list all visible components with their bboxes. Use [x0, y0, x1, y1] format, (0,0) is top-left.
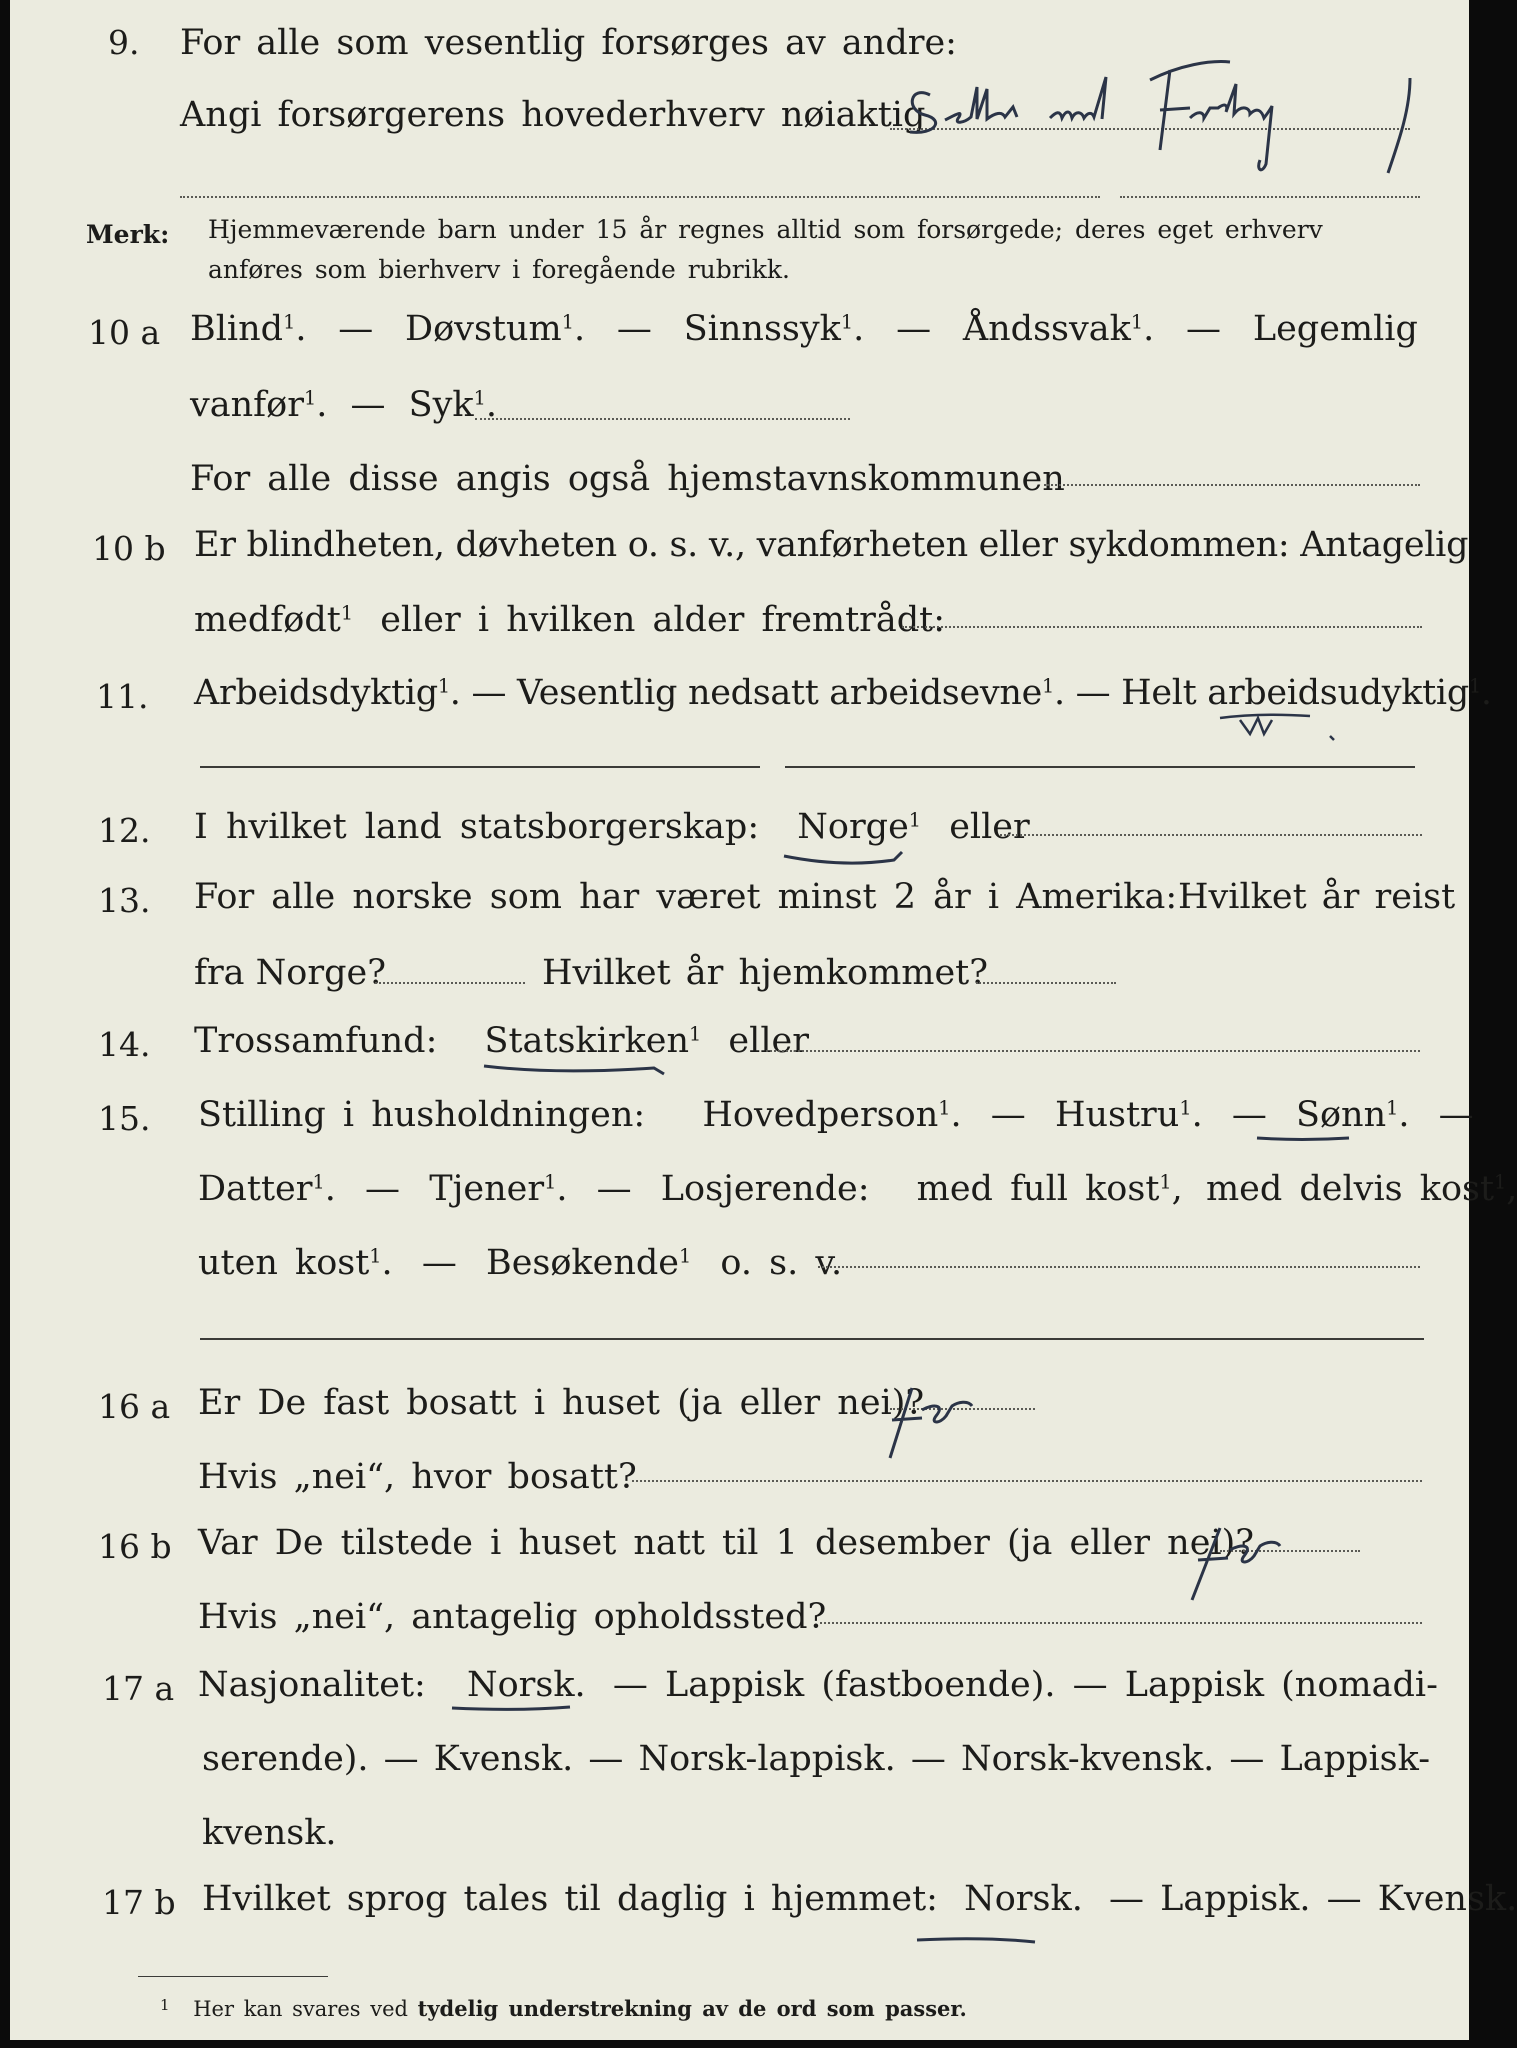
q9-line1: For alle som vesentlig forsørges av andre: — [180, 23, 957, 63]
question-number-15: 15. — [98, 1099, 151, 1138]
option-hustru: Hustru — [1054, 1095, 1180, 1135]
option-statskirken: Statskirken — [484, 1021, 690, 1061]
footnote-rule — [138, 1976, 328, 1977]
question-number-16b: 16 b — [98, 1527, 172, 1566]
q10b-line1: Er blindheten, døvheten o. s. v., vanførheten eller sykdommen: Antagelig — [194, 525, 1469, 565]
q9-handwritten-stroke — [1370, 68, 1430, 178]
option-andssvak: Åndssvak — [962, 309, 1131, 349]
q16a-line2: Hvis „nei“, hvor bosatt? — [198, 1457, 637, 1497]
question-number-16a: 16 a — [98, 1387, 171, 1426]
option-losjerende: Losjerende: — [660, 1169, 870, 1209]
question-number-9: 9. — [108, 23, 140, 62]
option-syk: Syk — [408, 385, 474, 425]
option-sonn: Sønn — [1295, 1095, 1387, 1135]
q15-rule — [200, 1338, 1424, 1340]
q15-line1: Stilling i husholdningen: Hovedperson$^1$. — Hustru$^1$. — Sønn$^1$. — — [198, 1095, 1474, 1135]
census-form-page — [10, 0, 1517, 2040]
q11-rule-right — [785, 766, 1415, 768]
q10a-line2: vanfør$^1$. — Syk$^1$. — [190, 385, 497, 425]
q14-underline-statskirken — [480, 1054, 670, 1080]
q11-rule-left — [200, 766, 760, 768]
footnote-mark: 1 — [160, 1996, 170, 2014]
option-norsk-sprog: Norsk. — [964, 1879, 1083, 1919]
q15-line3: uten kost$^1$. — Besøkende$^1$ o. s. v. — [198, 1243, 843, 1283]
q15-line2: Datter$^1$. — Tjener$^1$. — Losjerende: med full kost$^1$, med delvis kost$^1$, — [198, 1169, 1517, 1209]
option-medfodt: medfødt — [194, 600, 341, 640]
q9-continuation-line-2 — [1120, 196, 1420, 198]
q16b-opholdssted-line — [820, 1622, 1422, 1624]
option-dovstum: Døvstum — [405, 309, 562, 349]
option-norsk: Norsk. — [466, 1665, 586, 1705]
q12-answer-line — [1000, 834, 1422, 836]
option-besokende: Besøkende — [485, 1243, 680, 1283]
q11-handwritten-mark — [1210, 706, 1360, 746]
option-sinnssyk: Sinnssyk — [683, 309, 841, 349]
option-arbeidsdyktig: Arbeidsdyktig — [194, 673, 438, 713]
q14-answer-line — [766, 1050, 1420, 1052]
question-number-14: 14. — [98, 1025, 151, 1064]
q10a-syk-line — [475, 418, 850, 420]
q17b-underline-norsk — [915, 1932, 1045, 1948]
question-number-17b: 17 b — [102, 1883, 176, 1922]
merk-line2: anføres som bierhverv i foregående rubrikk. — [208, 255, 790, 284]
question-number-17a: 17 a — [102, 1669, 175, 1708]
footnote: $^1$ Her kan svares ved tydelig understrekning av de ord som passer. — [160, 1996, 967, 2021]
q10a-hjemstavn-line — [1044, 484, 1420, 486]
q13-reist-line — [375, 982, 525, 984]
q16a-bosatt-line — [632, 1480, 1422, 1482]
merk-label: Merk: — [86, 220, 170, 249]
question-number-12: 12. — [98, 811, 151, 850]
q15-answer-line — [818, 1266, 1420, 1268]
q10a-line1: Blind$^1$. — Døvstum$^1$. — Sinnssyk$^1$. — Åndssvak$^1$. — Legemlig — [190, 309, 1418, 349]
q10b-line2: medfødt$^1$ eller i hvilken alder fremtrådt: — [194, 600, 946, 640]
q13-hjemkommet-line — [976, 982, 1116, 984]
q12-line: I hvilket land statsborgerskap: Norge$^1$ eller — [194, 807, 1030, 847]
question-number-13: 13. — [98, 881, 151, 920]
q10a-line3: For alle disse angis også hjemstavnskommunen — [190, 459, 1065, 499]
q16a-handwritten-answer — [872, 1380, 1022, 1470]
q17a-line1: Nasjonalitet: Norsk. — Lappisk (fastboende). — Lappisk (nomadi- — [198, 1665, 1438, 1705]
q15-underline-sonn — [1255, 1130, 1355, 1146]
q16b-line1: Var De tilstede i huset natt til 1 desember (ja eller nei)? — [198, 1523, 1255, 1563]
option-blind: Blind — [190, 309, 284, 349]
q17a-line3: kvensk. — [202, 1813, 337, 1853]
option-vanfor: vanfør — [190, 385, 304, 425]
q17b-line: Hvilket sprog tales til daglig i hjemmet: Norsk. — Lappisk. — Kvensk. — [202, 1879, 1517, 1919]
q14-line: Trossamfund: Statskirken$^1$ eller — [194, 1021, 809, 1061]
option-norge: Norge — [797, 807, 909, 847]
q9-handwritten-answer — [890, 40, 1430, 170]
q11-line: Arbeidsdyktig$^1$. — Vesentlig nedsatt arbeidsevne$^1$. — Helt arbeidsudyktig$^1$. — [194, 673, 1492, 713]
q16b-line2: Hvis „nei“, antagelig opholdssted? — [198, 1597, 827, 1637]
q12-underline-norge — [780, 842, 910, 872]
q17a-underline-norsk — [450, 1700, 580, 1716]
option-uten-kost: uten kost — [198, 1243, 370, 1283]
q10b-answer-line — [902, 626, 1422, 628]
q13-line2b: Hvilket år hjemkommet? — [542, 953, 989, 993]
merk-line1: Hjemmeværende barn under 15 år regnes alltid som forsørgede; deres eget erhverv — [208, 215, 1323, 244]
q17a-line2: serende). — Kvensk. — Norsk-lappisk. — Norsk-kvensk. — Lappisk- — [202, 1739, 1431, 1779]
q16a-line1: Er De fast bosatt i huset (ja eller nei)? — [198, 1383, 925, 1423]
option-full-kost: med full kost — [916, 1169, 1160, 1209]
option-hovedperson: Hovedperson — [702, 1095, 939, 1135]
option-legemlig: Legemlig — [1252, 309, 1418, 349]
question-number-10a: 10 a — [88, 313, 161, 352]
q13-line2a: fra Norge? — [194, 953, 386, 993]
option-tjener: Tjener — [429, 1169, 545, 1209]
q13-line1b: Hvilket år reist — [1178, 877, 1456, 917]
option-datter: Datter — [198, 1169, 313, 1209]
question-number-10b: 10 b — [92, 529, 166, 568]
q16b-handwritten-answer — [1176, 1520, 1326, 1610]
q13-line1a: For alle norske som har været minst 2 år i Amerika: — [194, 877, 1178, 917]
q9-line2: Angi forsørgerens hovederhverv nøiaktig — [180, 95, 926, 135]
question-number-11: 11. — [96, 677, 149, 716]
option-delvis-kost: med delvis kost — [1205, 1169, 1495, 1209]
q9-continuation-line — [180, 196, 1100, 198]
